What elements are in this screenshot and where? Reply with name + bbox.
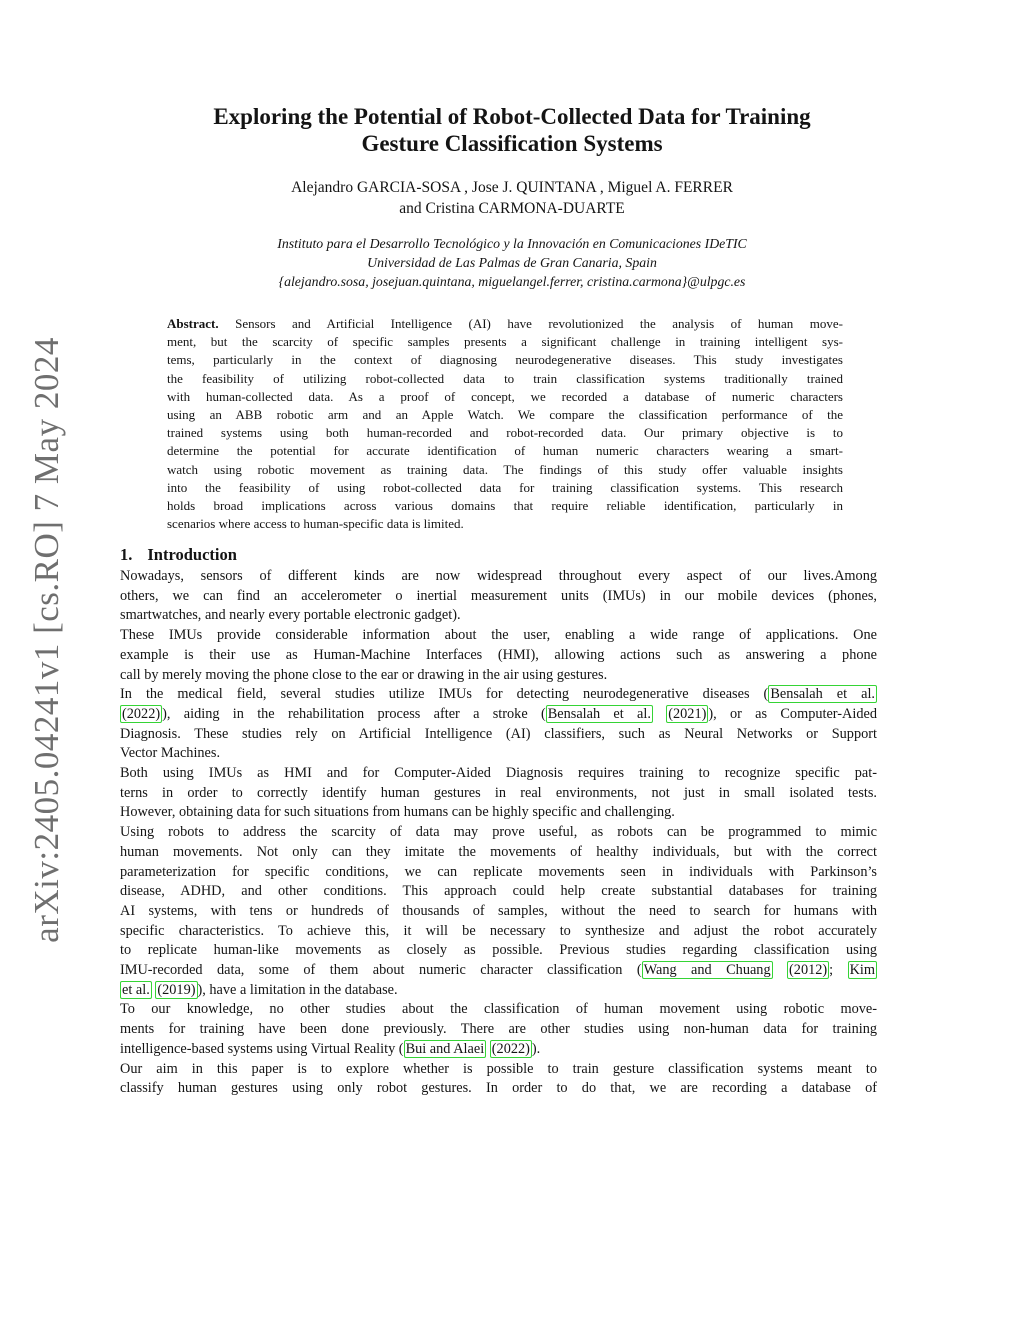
text-line — [120, 646, 877, 666]
text-span: holds broad implications across various domains that require reliable identification, particularly in — [167, 498, 843, 514]
text-line — [120, 981, 877, 1001]
text-span: smartwatches, and nearly every portable electronic gadget). — [120, 607, 461, 624]
text-span: Sensors and Artificial Intelligence (AI) have revolutionized the analysis of human move- — [218, 316, 843, 331]
citation-link[interactable]: Bui and Alaei — [405, 1040, 485, 1057]
text-span: AI systems, with tens or hundreds of thousands of samples, without the need to search for humans with — [120, 902, 877, 919]
text-line — [120, 784, 877, 804]
text-span: In the medical field, several studies utilize IMUs for detecting neurodegenerative diseases ( — [120, 686, 769, 703]
text-line — [120, 725, 877, 745]
text-line — [120, 567, 877, 587]
text-span: ments for training have been done previously. There are other studies using non-human data for training — [120, 1021, 877, 1038]
citation-link[interactable]: (2022) — [491, 1040, 530, 1057]
authors-line2: and Cristina CARMONA-DUARTE — [399, 200, 625, 217]
text-line — [120, 764, 877, 784]
citation-link[interactable]: (2021) — [668, 705, 707, 722]
text-span: Using robots to address the scarcity of data may prove useful, as robots can be programmed to mimic — [120, 824, 877, 841]
text-line — [120, 705, 877, 725]
text-span: ), aiding in the rehabilitation process after a stroke ( — [162, 705, 546, 722]
paragraph — [120, 1000, 877, 1059]
text-line — [120, 685, 877, 705]
text-line — [167, 351, 843, 369]
authors — [0, 177, 1024, 219]
section-number: 1. — [120, 545, 133, 564]
paragraph — [120, 823, 877, 1000]
authors-line1: Alejandro GARCIA-SOSA , Jose J. QUINTANA , Miguel A. FERRER — [291, 179, 733, 196]
text-line — [120, 922, 877, 942]
text-span: classify human gestures using only robot gestures. In order to do that, we are recording a database of — [120, 1080, 877, 1097]
abstract — [167, 315, 843, 533]
paragraph — [120, 626, 877, 685]
citation-link[interactable]: (2012) — [789, 962, 828, 979]
text-line — [120, 863, 877, 883]
text-line — [120, 606, 877, 626]
paragraph — [120, 764, 877, 823]
text-span: determine the potential for accurate identification of human numeric characters wearing a smart- — [167, 443, 843, 459]
text-line — [167, 406, 843, 424]
paper-title-line2: Gesture Classification Systems — [361, 131, 663, 156]
text-line — [120, 1040, 877, 1060]
text-line — [167, 315, 843, 333]
text-line — [120, 823, 877, 843]
text-line — [120, 941, 877, 961]
text-span: disease, ADHD, and other conditions. This approach could help create substantial databases for training — [120, 883, 877, 900]
text-line — [167, 333, 843, 351]
text-line — [120, 882, 877, 902]
text-span: Diagnosis. These studies rely on Artificial Intelligence (AI) classifiers, such as Neural Networks or Support — [120, 725, 877, 742]
text-line — [120, 587, 877, 607]
text-line — [167, 442, 843, 460]
text-line — [167, 515, 843, 533]
text-span: the feasibility of utilizing robot-collected data to train classification systems traditionally trained — [167, 370, 843, 386]
text-span: Vector Machines. — [120, 745, 221, 762]
text-line — [120, 1000, 877, 1020]
text-span: These IMUs provide considerable information about the user, enabling a wide range of applications. One — [120, 627, 877, 644]
text-line — [120, 1079, 877, 1099]
paragraph — [120, 685, 877, 764]
paper-title-line1: Exploring the Potential of Robot-Collected Data for Training — [213, 104, 811, 129]
paragraph — [120, 567, 877, 626]
text-span: intelligence-based systems using Virtual Reality ( — [120, 1040, 404, 1057]
text-line — [167, 424, 843, 442]
affiliation-institute: Instituto para el Desarrollo Tecnológico y la Innovación en Comunicaciones IDeTIC — [277, 236, 747, 251]
text-span: ). — [531, 1040, 541, 1057]
text-span: specific characteristics. To achieve this, it will be necessary to synthesize and adjust the robot accurately — [120, 922, 877, 939]
text-line — [120, 666, 877, 686]
text-span: ment, but the scarcity of specific samples presents a significant challenge in training intelligent sys- — [167, 334, 843, 350]
text-span: IMU-recorded data, some of them about numeric character classification ( — [120, 962, 642, 979]
section-heading — [120, 545, 237, 565]
text-line — [120, 744, 877, 764]
text-span: scenarios where access to human-specific data is limited. — [167, 516, 464, 532]
citation-link[interactable]: Wang and Chuang — [643, 962, 771, 979]
text-span: parameterization for specific conditions, we can replicate movements seen in individuals with Parkinson’s — [120, 863, 877, 880]
text-line — [120, 961, 877, 981]
text-span: Nowadays, sensors of different kinds are now widespread throughout every aspect of our lives.Among — [120, 568, 877, 584]
text-line — [167, 370, 843, 388]
paper-title — [0, 103, 1024, 157]
arxiv-watermark: arXiv:2405.04241v1 [cs.RO] 7 May 2024 — [27, 337, 66, 943]
citation-link[interactable]: et al. — [122, 981, 150, 998]
text-span: to replicate human-like movements as closely as possible. Previous studies regarding classification using — [120, 942, 877, 959]
text-line — [120, 626, 877, 646]
abstract-label: Abstract. — [167, 316, 219, 331]
text-span: with human-collected data. As a proof of concept, we recorded a database of numeric characters — [167, 388, 843, 404]
citation-link[interactable]: (2022) — [122, 705, 161, 722]
affiliation-university: Universidad de Las Palmas de Gran Canaria, Spain — [367, 255, 657, 270]
citation-link[interactable]: Kim — [849, 962, 875, 979]
text-span — [773, 962, 787, 978]
text-span: However, obtaining data for such situations from humans can be highly specific and challenging. — [120, 804, 675, 821]
text-span: To our knowledge, no other studies about the classification of human movement using robotic move- — [120, 1001, 877, 1018]
text-span: others, we can find an accelerometer o inertial measurement units (IMUs) in our mobile devices (phones, — [120, 587, 877, 604]
text-span: terns in order to correctly identify human gestures in real environments, not just in small isolated tests. — [120, 784, 877, 801]
text-span: call by merely moving the phone close to the ear or drawing in the air using gestures. — [120, 666, 608, 683]
citation-link[interactable]: (2019) — [157, 981, 196, 998]
text-span: ), have a limitation in the database. — [197, 981, 398, 998]
text-line — [167, 479, 843, 497]
text-span — [653, 706, 666, 722]
text-span: Our aim in this paper is to explore whether is possible to train gesture classification systems meant to — [120, 1060, 877, 1077]
text-span: tems, particularly in the context of diagnosing neurodegenerative diseases. This study investigates — [167, 352, 843, 368]
text-line — [167, 388, 843, 406]
text-span: watch using robotic movement as training data. The findings of this study offer valuable insights — [167, 461, 843, 477]
text-span: ; — [829, 962, 848, 979]
text-line — [120, 1060, 877, 1080]
introduction-body — [120, 567, 877, 1099]
citation-link[interactable]: Bensalah et al. — [547, 705, 651, 722]
text-span: Both using IMUs as HMI and for Computer-Aided Diagnosis requires training to recognize specific pat- — [120, 765, 877, 782]
text-line — [167, 461, 843, 479]
text-span: example is their use as Human-Machine Interfaces (HMI), allowing actions such as answering a phone — [120, 646, 877, 663]
text-span: into the feasibility of using robot-collected data for training classification systems. This research — [167, 479, 843, 495]
affiliation — [0, 234, 1024, 291]
text-line — [120, 1020, 877, 1040]
text-line — [120, 803, 877, 823]
text-span: trained systems using both human-recorded and robot-recorded data. Our primary objective is to — [167, 425, 843, 441]
text-line — [167, 497, 843, 515]
text-span: human movements. Not only can they imitate the movements of healthy individuals, but with the correct — [120, 843, 877, 860]
paragraph — [120, 1060, 877, 1099]
text-line — [120, 843, 877, 863]
affiliation-emails: {alejandro.sosa, josejuan.quintana, miguelangel.ferrer, cristina.carmona}@ulpgc.es — [278, 274, 746, 289]
text-span: ), or as Computer-Aided — [708, 705, 877, 722]
citation-link[interactable]: Bensalah et al. — [770, 686, 875, 703]
text-span: using an ABB robotic arm and an Apple Watch. We compare the classification performance of the — [167, 407, 843, 423]
text-line — [120, 902, 877, 922]
section-title: Introduction — [147, 545, 237, 564]
